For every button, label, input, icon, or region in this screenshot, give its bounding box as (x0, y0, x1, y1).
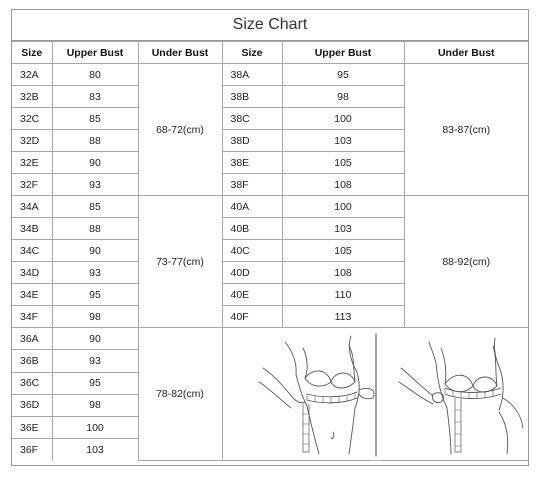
size-cell: 36A (12, 328, 52, 350)
table-row (12, 64, 528, 86)
size-cell: 34B (12, 218, 52, 240)
size-cell: 38B (222, 86, 282, 108)
table-row (12, 328, 528, 350)
size-cell: 40C (222, 240, 282, 262)
under-bust-cell: 73-77(cm) (138, 196, 222, 328)
size-cell: 40B (222, 218, 282, 240)
upper-bust-cell: 108 (282, 174, 404, 196)
size-cell: 34F (12, 306, 52, 328)
upper-bust-cell: 83 (52, 86, 138, 108)
upper-bust-cell: 103 (52, 439, 138, 461)
upper-bust-cell: 98 (52, 306, 138, 328)
upper-bust-cell: 93 (52, 262, 138, 284)
size-table (12, 41, 528, 461)
size-cell: 38D (222, 130, 282, 152)
size-cell: 40F (222, 306, 282, 328)
upper-bust-cell: 108 (282, 262, 404, 284)
header-size: Size (222, 42, 282, 64)
upper-bust-cell: 95 (52, 284, 138, 306)
size-cell: 40E (222, 284, 282, 306)
bust-measuring-illustration-icon (223, 328, 529, 460)
size-cell: 38E (222, 152, 282, 174)
size-cell: 38A (222, 64, 282, 86)
under-bust-cell: 88-92(cm) (404, 196, 528, 328)
size-chart-title: Size Chart (12, 10, 528, 41)
upper-bust-cell: 100 (282, 108, 404, 130)
upper-bust-cell: 110 (282, 284, 404, 306)
upper-bust-cell: 98 (282, 86, 404, 108)
under-bust-cell: 83-87(cm) (404, 64, 528, 196)
upper-bust-cell: 100 (282, 196, 404, 218)
size-cell: 32E (12, 152, 52, 174)
upper-bust-cell: 103 (282, 218, 404, 240)
size-cell: 32D (12, 130, 52, 152)
header-upper-bust: Upper Bust (282, 42, 404, 64)
upper-bust-cell: 90 (52, 240, 138, 262)
size-cell: 36F (12, 439, 52, 461)
size-cell: 34D (12, 262, 52, 284)
header-size: Size (12, 42, 52, 64)
upper-bust-cell: 90 (52, 328, 138, 350)
size-cell: 32A (12, 64, 52, 86)
size-cell: 36C (12, 372, 52, 394)
table-row (12, 196, 528, 218)
size-cell: 32C (12, 108, 52, 130)
upper-bust-cell: 105 (282, 152, 404, 174)
upper-bust-cell: 93 (52, 174, 138, 196)
upper-bust-cell: 85 (52, 196, 138, 218)
upper-bust-cell: 100 (52, 417, 138, 439)
header-upper-bust: Upper Bust (52, 42, 138, 64)
upper-bust-cell: 95 (52, 372, 138, 394)
size-cell: 36B (12, 350, 52, 372)
size-cell: 40A (222, 196, 282, 218)
size-cell: 32F (12, 174, 52, 196)
size-cell: 36D (12, 394, 52, 416)
size-cell: 34A (12, 196, 52, 218)
size-chart (11, 9, 529, 466)
size-cell: 32B (12, 86, 52, 108)
upper-bust-cell: 105 (282, 240, 404, 262)
header-under-bust: Under Bust (138, 42, 222, 64)
size-cell: 40D (222, 262, 282, 284)
size-cell: 34C (12, 240, 52, 262)
size-cell: 38F (222, 174, 282, 196)
upper-bust-cell: 95 (282, 64, 404, 86)
header-row (12, 42, 528, 64)
size-cell: 38C (222, 108, 282, 130)
upper-bust-cell: 90 (52, 152, 138, 174)
upper-bust-cell: 85 (52, 108, 138, 130)
upper-bust-cell: 98 (52, 394, 138, 416)
upper-bust-cell: 93 (52, 350, 138, 372)
upper-bust-cell: 103 (282, 130, 404, 152)
under-bust-cell: 78-82(cm) (138, 328, 222, 461)
upper-bust-cell: 80 (52, 64, 138, 86)
upper-bust-cell: 88 (52, 218, 138, 240)
size-cell: 34E (12, 284, 52, 306)
header-under-bust: Under Bust (404, 42, 528, 64)
size-cell: 36E (12, 417, 52, 439)
upper-bust-cell: 113 (282, 306, 404, 328)
measuring-illustration-cell (222, 328, 528, 461)
upper-bust-cell: 88 (52, 130, 138, 152)
under-bust-cell: 68-72(cm) (138, 64, 222, 196)
